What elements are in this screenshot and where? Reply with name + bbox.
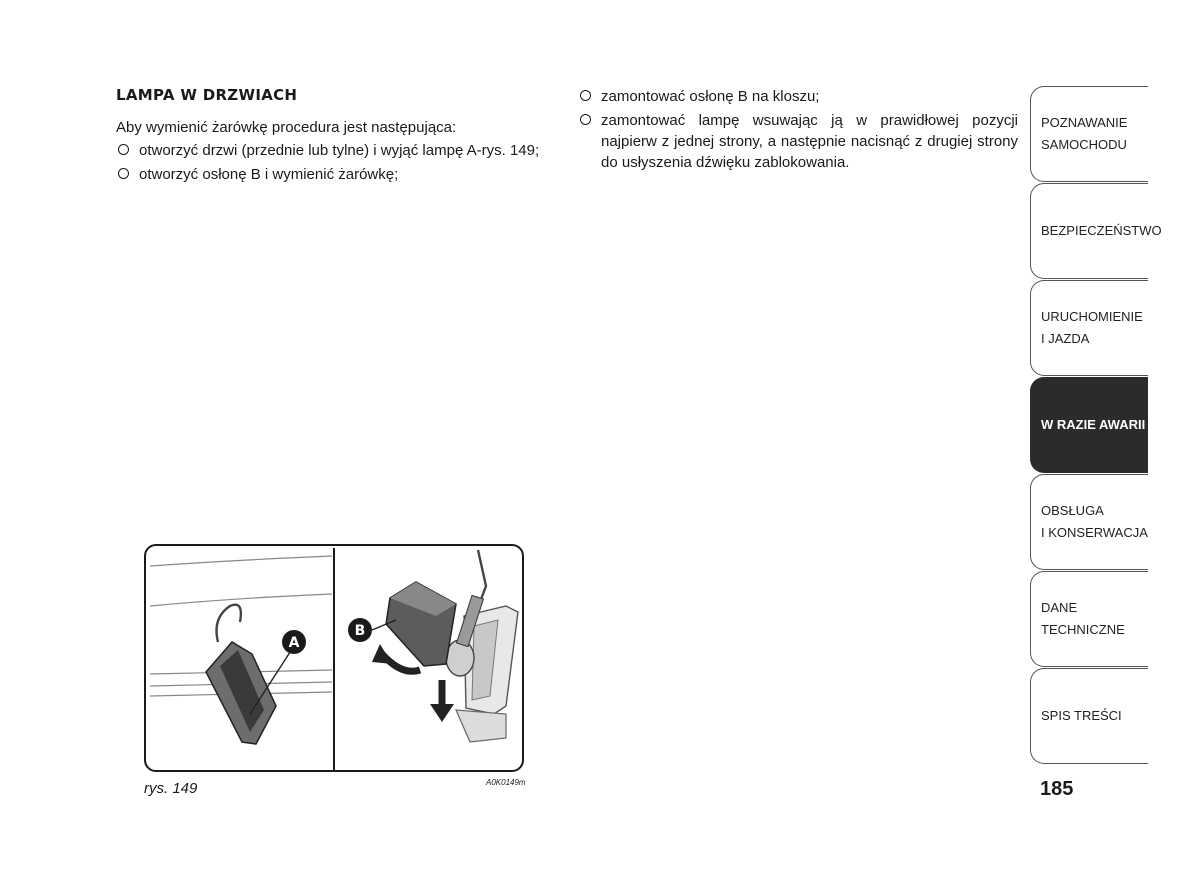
door-lamp-illustration bbox=[146, 546, 524, 772]
list-item-text: zamontować osłonę B na kloszu; bbox=[601, 88, 820, 105]
cover-b-shape bbox=[386, 582, 456, 666]
intro-text: Aby wymienić żarówkę procedura jest następująca: bbox=[116, 119, 457, 136]
list-item-text: zamontować lampę wsuwając ją w prawidłowej pozycji najpierw z jednej strony, a następnie nacisnąć z drugiej strony do usłyszenia dźwięku zablokowania. bbox=[601, 112, 1018, 171]
circle-bullet-icon bbox=[118, 144, 129, 155]
list-item bbox=[578, 110, 1018, 173]
figure-149 bbox=[144, 544, 524, 772]
tab-obsluga-i-konserwacja[interactable]: OBSŁUGA I KONSERWACJA bbox=[1030, 474, 1148, 570]
figure-caption: rys. 149 bbox=[144, 780, 198, 797]
page-number: 185 bbox=[1040, 778, 1074, 800]
left-column bbox=[116, 140, 566, 188]
list-item-text: otworzyć drzwi (przednie lub tylne) i wyjąć lampę A-rys. 149; bbox=[139, 142, 540, 159]
chapter-tabs bbox=[1030, 86, 1162, 765]
list-item-text: otworzyć osłonę B i wymienić żarówkę; bbox=[139, 166, 399, 183]
tab-bezpieczenstwo[interactable]: BEZPIECZEŃSTWO bbox=[1030, 183, 1148, 279]
circle-bullet-icon bbox=[580, 90, 591, 101]
tab-uruchomienie-i-jazda[interactable]: URUCHOMIENIE I JAZDA bbox=[1030, 280, 1148, 376]
label-a: A bbox=[288, 635, 300, 651]
list-item bbox=[116, 164, 566, 185]
section-heading: LAMPA W DRZWIACH bbox=[116, 86, 298, 104]
figure-code: A0K0149m bbox=[486, 778, 526, 787]
circle-bullet-icon bbox=[580, 114, 591, 125]
circle-bullet-icon bbox=[118, 168, 129, 179]
tab-spis-tresci[interactable]: SPIS TREŚCI bbox=[1030, 668, 1148, 764]
list-item bbox=[578, 86, 1018, 107]
tab-poznawanie-samochodu[interactable]: POZNAWANIE SAMOCHODU bbox=[1030, 86, 1148, 182]
lamp-a-shape bbox=[206, 642, 276, 744]
tab-w-razie-awarii[interactable]: W RAZIE AWARII bbox=[1030, 377, 1148, 473]
right-column bbox=[578, 86, 1018, 176]
label-b: B bbox=[354, 623, 366, 639]
tab-dane-techniczne[interactable]: DANE TECHNICZNE bbox=[1030, 571, 1148, 667]
list-item bbox=[116, 140, 566, 161]
